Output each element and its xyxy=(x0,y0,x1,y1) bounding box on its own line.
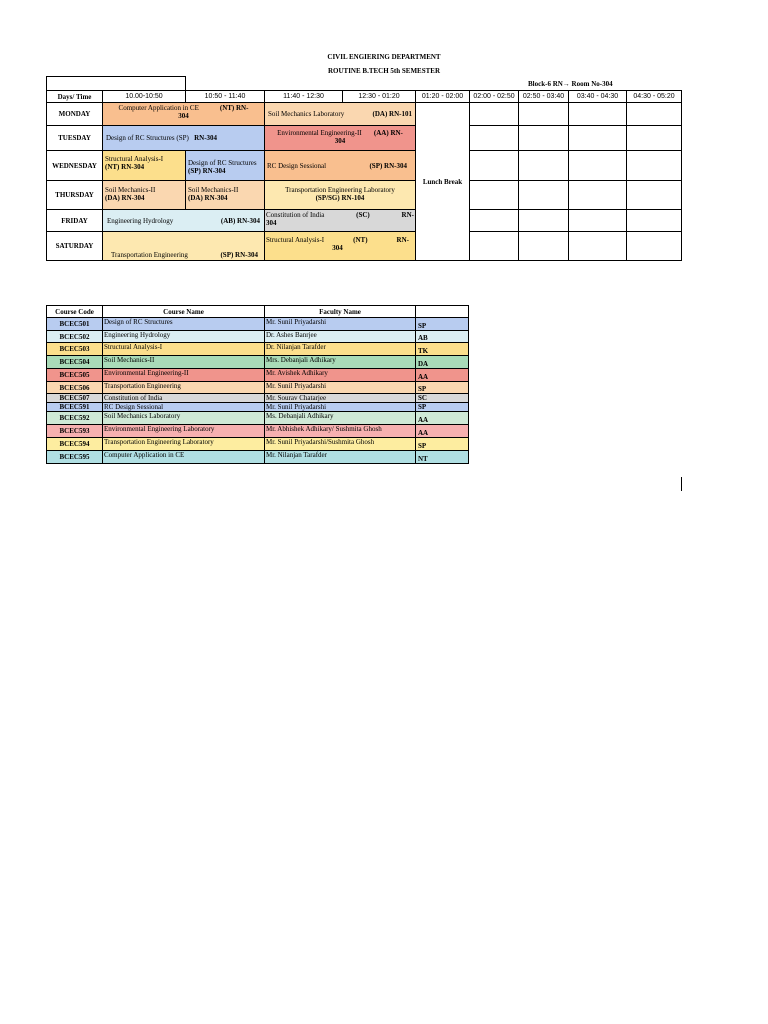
faculty-name: Ms. Debanjali Adhikary xyxy=(264,411,416,425)
faculty-abbr: NT xyxy=(415,450,469,464)
wednesday-structural-analysis xyxy=(102,150,186,181)
class-code: (AB) RN-304 xyxy=(220,216,260,225)
empty-slot-cell xyxy=(626,102,682,126)
day-label: TUESDAY xyxy=(46,125,103,151)
class-code: (AA) RN- xyxy=(373,129,403,137)
faculty-name: Mr. Sunil Priyadarshi xyxy=(264,402,416,412)
routine-subtitle: ROUTINE B.TECH 5th SEMESTER xyxy=(327,67,441,75)
course-name: Transportation Engineering xyxy=(102,381,265,394)
block-info: Block-6 RN→ Room No-304 xyxy=(528,80,613,88)
class-code: (SP) RN-304 xyxy=(188,167,226,175)
class-code: (DA) RN-304 xyxy=(105,194,145,202)
class-name: Soil Mechanics Laboratory xyxy=(268,110,345,118)
course-code: BCEC502 xyxy=(46,330,103,343)
day-label: WEDNESDAY xyxy=(46,150,103,181)
class-room: 304 xyxy=(178,112,189,120)
time-slot-header: 12:30 - 01:20 xyxy=(342,90,416,103)
course-code: BCEC505 xyxy=(46,368,103,382)
course-code: BCEC595 xyxy=(46,450,103,464)
class-code: (SP) RN-304 xyxy=(369,161,407,170)
saturday-transportation-engg xyxy=(102,231,265,261)
time-slot-header: 02:50 - 03:40 xyxy=(518,90,569,103)
course-code: BCEC594 xyxy=(46,437,103,451)
course-name: Soil Mechanics Laboratory xyxy=(102,411,265,425)
class-name: Soil Mechanics-II xyxy=(188,186,239,194)
faculty-name: Mr. Abhishek Adhikary/ Sushmita Ghosh xyxy=(264,424,416,438)
class-name: Design of RC Structures xyxy=(188,159,257,167)
class-name: Transportation Engineering xyxy=(111,251,188,259)
department-title: CIVIL ENGIERING DEPARTMENT xyxy=(327,53,441,61)
faculty-abbr: AB xyxy=(415,330,469,343)
faculty-name: Mr. Sunil Priyadarshi/Sushmita Ghosh xyxy=(264,437,416,451)
course-name: RC Design Sessional xyxy=(102,402,265,412)
course-name: Transportation Engineering Laboratory xyxy=(102,437,265,451)
course-name: Engineering Hydrology xyxy=(102,330,265,343)
empty-slot-cell xyxy=(568,125,627,151)
faculty-name: Mr. Sunil Priyadarshi xyxy=(264,317,416,331)
course-name: Computer Application in CE xyxy=(102,450,265,464)
empty-slot-cell xyxy=(518,150,569,181)
course-code: BCEC504 xyxy=(46,355,103,369)
class-code: (NT) RN-304 xyxy=(105,163,145,171)
empty-slot-cell xyxy=(626,180,682,210)
faculty-abbr: SP xyxy=(415,381,469,394)
class-code: (DA) RN-304 xyxy=(188,194,228,202)
faculty-name: Mrs. Debanjali Adhikary xyxy=(264,355,416,369)
thursday-soil-mechanics xyxy=(185,180,265,210)
empty-slot-cell xyxy=(469,209,519,232)
course-name: Environmental Engineering Laboratory xyxy=(102,424,265,438)
empty-slot-cell xyxy=(568,231,627,261)
empty-slot-cell xyxy=(469,125,519,151)
empty-slot-cell xyxy=(518,209,569,232)
empty-slot-cell xyxy=(568,150,627,181)
faculty-abbr: TK xyxy=(415,342,469,356)
empty-slot-cell xyxy=(469,102,519,126)
empty-slot-cell xyxy=(626,125,682,151)
class-name: Computer Application in CE xyxy=(118,104,199,112)
time-slot-header: 11:40 - 12:30 xyxy=(264,90,343,103)
class-code: (NT) RN- xyxy=(219,104,249,112)
course-code: BCEC506 xyxy=(46,381,103,394)
friday-engineering-hydrology xyxy=(102,209,265,232)
class-room: 304 xyxy=(332,244,343,252)
empty-slot-cell xyxy=(568,180,627,210)
wednesday-rc-design-sessional xyxy=(264,150,416,181)
course-name: Constitution of India xyxy=(102,393,265,403)
class-room: 304 xyxy=(266,219,277,227)
faculty-name-header: Faculty Name xyxy=(264,305,416,318)
faculty-abbr: AA xyxy=(415,424,469,438)
class-code: RN-304 xyxy=(194,134,218,142)
class-rn: RN- xyxy=(396,236,409,244)
time-slot-header: 10.00-10:50 xyxy=(102,90,186,103)
day-label: FRIDAY xyxy=(46,209,103,232)
saturday-structural-analysis xyxy=(264,231,416,261)
empty-slot-cell xyxy=(469,231,519,261)
class-name: Design of RC Structures (SP) xyxy=(106,134,189,142)
empty-slot-cell xyxy=(518,180,569,210)
faculty-abbr: SC xyxy=(415,393,469,403)
day-label: THURSDAY xyxy=(46,180,103,210)
faculty-name: Mr. Sunil Priyadarshi xyxy=(264,381,416,394)
days-time-header: Days/ Time xyxy=(46,90,103,103)
faculty-abbr: SP xyxy=(415,437,469,451)
tuesday-environmental-engg xyxy=(264,125,416,151)
course-name: Structural Analysis-I xyxy=(102,342,265,356)
course-code: BCEC593 xyxy=(46,424,103,438)
empty-slot-cell xyxy=(626,209,682,232)
monday-soil-mechanics-lab xyxy=(264,102,416,126)
class-code: (DA) RN-101 xyxy=(372,110,412,118)
course-code-header: Course Code xyxy=(46,305,103,318)
class-code: (SC) xyxy=(356,211,370,219)
time-slot-header: 10:50 - 11:40 xyxy=(185,90,265,103)
class-name: Engineering Hydrology xyxy=(107,216,174,225)
lunch-break-cell: Lunch Break xyxy=(415,102,470,261)
course-code: BCEC501 xyxy=(46,317,103,331)
day-label: SATURDAY xyxy=(46,231,103,261)
class-name: RC Design Sessional xyxy=(267,161,327,170)
course-name-header: Course Name xyxy=(102,305,265,318)
thursday-soil-mechanics xyxy=(102,180,186,210)
empty-slot-cell xyxy=(469,150,519,181)
page-mark xyxy=(681,477,682,491)
faculty-abbr: AA xyxy=(415,368,469,382)
course-name: Design of RC Structures xyxy=(102,317,265,331)
class-code: (SP) RN-304 xyxy=(220,251,258,259)
empty-slot-cell xyxy=(518,231,569,261)
course-code: BCEC503 xyxy=(46,342,103,356)
class-name: Environmental Engineering-II xyxy=(277,129,362,137)
time-slot-header: 03:40 - 04:30 xyxy=(568,90,627,103)
faculty-name: Mr. Nilanjan Tarafder xyxy=(264,450,416,464)
wednesday-design-rc xyxy=(185,150,265,181)
time-slot-header: 04:30 - 05:20 xyxy=(626,90,682,103)
class-code: (SP/SG) RN-104 xyxy=(315,194,365,202)
class-name: Transportation Engineering Laboratory xyxy=(285,186,395,194)
course-code: BCEC592 xyxy=(46,411,103,425)
class-room: 304 xyxy=(334,137,346,145)
empty-slot-cell xyxy=(518,102,569,126)
faculty-name: Mr. Sourav Chatarjee xyxy=(264,393,416,403)
class-code: (NT) xyxy=(353,236,368,244)
blank-header-box xyxy=(46,76,186,91)
time-slot-header: 01:20 - 02:00 xyxy=(415,90,470,103)
empty-slot-cell xyxy=(518,125,569,151)
empty-slot-cell xyxy=(626,231,682,261)
monday-computer-application xyxy=(102,102,265,126)
faculty-abbr: SP xyxy=(415,317,469,331)
empty-slot-cell xyxy=(568,102,627,126)
class-name: Constitution of India xyxy=(266,211,325,219)
course-name: Environmental Engineering-II xyxy=(102,368,265,382)
tuesday-design-rc xyxy=(102,125,265,151)
class-name: Structural Analysis-I xyxy=(105,155,164,163)
day-label: MONDAY xyxy=(46,102,103,126)
faculty-name: Mr. Avishek Adhikary xyxy=(264,368,416,382)
faculty-name: Dr. Ashes Banrjee xyxy=(264,330,416,343)
empty-slot-cell xyxy=(568,209,627,232)
empty-slot-cell xyxy=(469,180,519,210)
class-name: Soil Mechanics-II xyxy=(105,186,156,194)
friday-constitution-of-india xyxy=(264,209,416,232)
class-name: Structural Analysis-I xyxy=(266,236,325,244)
course-code: BCEC591 xyxy=(46,402,103,412)
time-slot-header: 02:00 - 02:50 xyxy=(469,90,519,103)
faculty-abbr: AA xyxy=(415,411,469,425)
faculty-abbr: DA xyxy=(415,355,469,369)
empty-slot-cell xyxy=(626,150,682,181)
thursday-transportation-lab xyxy=(264,180,416,210)
faculty-abbr: SP xyxy=(415,402,469,412)
class-rn: RN- xyxy=(401,211,414,219)
course-code: BCEC507 xyxy=(46,393,103,403)
faculty-name: Dr. Nilanjan Tarafder xyxy=(264,342,416,356)
course-name: Soil Mechanics-II xyxy=(102,355,265,369)
